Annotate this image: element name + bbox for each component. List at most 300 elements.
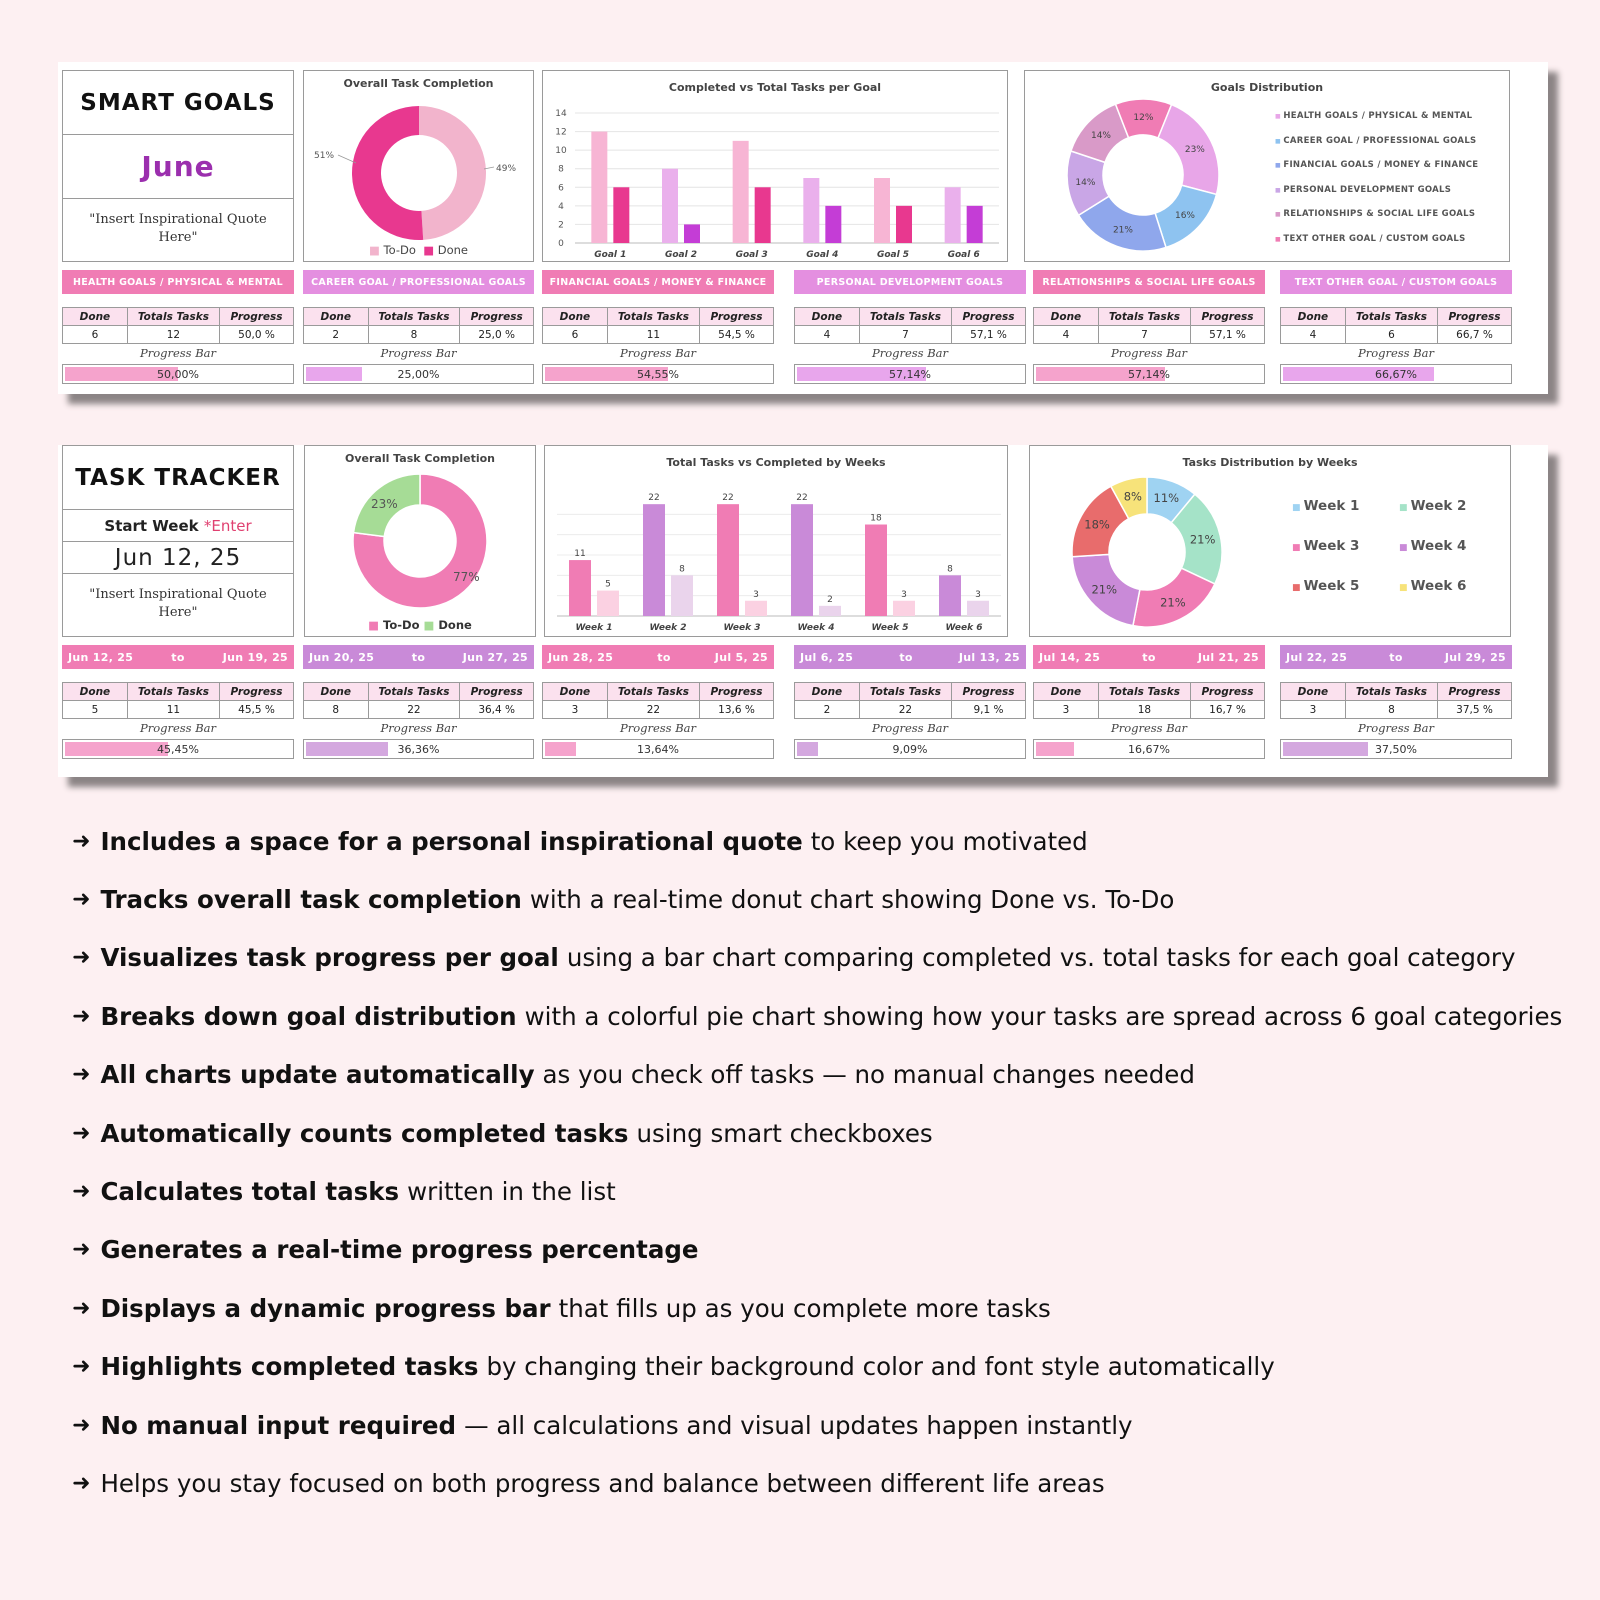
arrow-right-icon: ➜ bbox=[72, 1062, 91, 1088]
bar-total bbox=[945, 187, 961, 243]
slice-label: 23% bbox=[371, 497, 398, 511]
legend-swatch-icon: ■ bbox=[1292, 543, 1304, 553]
bar-total bbox=[717, 504, 739, 616]
feature-description: using smart checkboxes bbox=[636, 1118, 933, 1148]
progress-percent: 45,5 % bbox=[220, 701, 294, 719]
stats-table bbox=[303, 682, 534, 719]
total-count: 8 bbox=[1345, 701, 1437, 719]
total-count: 18 bbox=[1098, 701, 1190, 719]
feature-highlight: Generates a real-time progress percentage bbox=[100, 1235, 699, 1265]
header-total: Totals Tasks bbox=[368, 308, 460, 326]
feature-item bbox=[72, 1221, 1572, 1279]
feature-description: as you check off tasks — no manual changes needed bbox=[542, 1060, 1195, 1090]
week-start-date: Jun 20, 25 bbox=[309, 650, 375, 664]
x-tick-label: Week 5 bbox=[871, 623, 909, 633]
y-tick-label: 8 bbox=[558, 164, 564, 175]
legend-label: Week 3 bbox=[1303, 538, 1360, 554]
progress-bar-value: 9,09% bbox=[892, 742, 928, 756]
progress-bar-value: 57,14% bbox=[889, 367, 931, 381]
done-count: 3 bbox=[543, 701, 608, 719]
bar-total bbox=[865, 525, 887, 617]
feature-item bbox=[72, 1454, 1572, 1512]
total-count: 7 bbox=[1098, 326, 1190, 344]
legend-swatch-icon: ■ bbox=[1399, 583, 1411, 593]
progress-percent: 50,0 % bbox=[220, 326, 294, 344]
bar-completed bbox=[755, 187, 771, 243]
header-progress: Progress bbox=[952, 683, 1026, 701]
header-total: Totals Tasks bbox=[859, 683, 951, 701]
done-count: 3 bbox=[1034, 701, 1099, 719]
legend-item bbox=[1275, 234, 1505, 259]
progress-bar bbox=[303, 364, 534, 384]
goal-category-banner: FINANCIAL GOALS / MONEY & FINANCE bbox=[542, 270, 774, 294]
progress-bar bbox=[1280, 364, 1512, 384]
x-tick-label: Week 6 bbox=[945, 623, 983, 633]
bar-value-label: 18 bbox=[870, 513, 882, 524]
stats-table bbox=[1033, 682, 1265, 719]
done-count: 2 bbox=[795, 701, 860, 719]
stats-header-row bbox=[63, 683, 294, 701]
y-tick-label: 2 bbox=[558, 220, 564, 231]
feature-highlight: No manual input required bbox=[100, 1410, 457, 1440]
progress-percent: 13,6 % bbox=[700, 701, 774, 719]
weeks-overall-completion-chart bbox=[304, 445, 536, 637]
bar-completed bbox=[893, 601, 915, 616]
done-swatch-icon: ■ bbox=[423, 243, 435, 257]
legend-label: Week 6 bbox=[1410, 578, 1467, 594]
progress-bar-value: 57,14% bbox=[1128, 367, 1170, 381]
header-total: Totals Tasks bbox=[607, 683, 699, 701]
arrow-right-icon: ➜ bbox=[72, 828, 91, 854]
bar-value-label: 3 bbox=[975, 589, 981, 600]
start-date-input[interactable]: Jun 12, 25 bbox=[114, 544, 242, 571]
donut-slice bbox=[419, 106, 486, 240]
header-done: Done bbox=[1034, 683, 1099, 701]
legend-label: FINANCIAL GOALS / MONEY & FINANCE bbox=[1283, 160, 1479, 170]
header-done: Done bbox=[795, 308, 860, 326]
y-tick-label: 6 bbox=[558, 183, 564, 194]
stats-table bbox=[62, 307, 294, 344]
goals-completion-donut bbox=[304, 71, 533, 261]
bar-completed bbox=[825, 206, 841, 243]
goals-overall-completion-chart bbox=[303, 70, 534, 262]
header-total: Totals Tasks bbox=[1345, 683, 1437, 701]
bar-value-label: 3 bbox=[753, 589, 759, 600]
bar-value-label: 2 bbox=[827, 594, 833, 605]
stats-value-row bbox=[304, 701, 534, 719]
feature-description: that fills up as you complete more tasks bbox=[558, 1293, 1051, 1323]
arrow-right-icon: ➜ bbox=[72, 1003, 91, 1029]
done-count: 4 bbox=[1034, 326, 1099, 344]
done-count: 2 bbox=[304, 326, 369, 344]
legend-item bbox=[1399, 538, 1466, 554]
arrow-right-icon: ➜ bbox=[72, 1179, 91, 1205]
stats-table bbox=[303, 307, 534, 344]
progress-bar-value: 66,67% bbox=[1375, 367, 1417, 381]
slice-label: 21% bbox=[1112, 225, 1133, 236]
total-count: 6 bbox=[1345, 326, 1437, 344]
stats-value-row bbox=[795, 701, 1026, 719]
stats-table bbox=[542, 682, 774, 719]
bar-value-label: 11 bbox=[574, 549, 586, 560]
slice-label: 18% bbox=[1084, 517, 1110, 532]
legend-swatch-icon: ■ bbox=[1275, 211, 1284, 218]
header-progress: Progress bbox=[220, 683, 294, 701]
stats-header-row bbox=[1281, 308, 1512, 326]
feature-description: Helps you stay focused on both progress and balance between different life areas bbox=[100, 1468, 1105, 1498]
week-start-date: Jul 14, 25 bbox=[1039, 650, 1101, 664]
bar-completed bbox=[967, 206, 983, 243]
header-total: Totals Tasks bbox=[1345, 308, 1437, 326]
legend-label: HEALTH GOALS / PHYSICAL & MENTAL bbox=[1283, 111, 1473, 121]
progress-percent: 54,5 % bbox=[700, 326, 774, 344]
bar-completed bbox=[967, 601, 989, 616]
arrow-right-icon: ➜ bbox=[72, 945, 91, 971]
task-tracker-title-card bbox=[62, 445, 294, 637]
feature-highlight: All charts update automatically bbox=[100, 1060, 535, 1090]
goals-bar-svg bbox=[543, 71, 1007, 261]
feature-item bbox=[72, 1046, 1572, 1104]
header-done: Done bbox=[1281, 683, 1346, 701]
progress-bar-value: 50,00% bbox=[157, 367, 199, 381]
progress-bar-value: 13,64% bbox=[637, 742, 679, 756]
legend-swatch-icon: ■ bbox=[1275, 162, 1284, 169]
slice-label: 77% bbox=[453, 570, 480, 584]
stats-header-row bbox=[543, 683, 774, 701]
slice-label: 21% bbox=[1160, 595, 1186, 610]
y-tick-label: 14 bbox=[555, 109, 567, 119]
stats-header-row bbox=[795, 308, 1026, 326]
week-to-label: to bbox=[1389, 650, 1403, 664]
stats-table bbox=[1033, 307, 1265, 344]
bar-total bbox=[643, 504, 665, 616]
legend-label: Week 2 bbox=[1410, 498, 1467, 514]
goal-category-banner: RELATIONSHIPS & SOCIAL LIFE GOALS bbox=[1033, 270, 1265, 294]
stats-value-row bbox=[1034, 326, 1265, 344]
arrow-right-icon: ➜ bbox=[72, 1354, 91, 1380]
stats-value-row bbox=[543, 326, 774, 344]
x-tick-label: Week 4 bbox=[797, 623, 835, 633]
stats-header-row bbox=[543, 308, 774, 326]
header-progress: Progress bbox=[1438, 683, 1512, 701]
header-total: Totals Tasks bbox=[127, 308, 219, 326]
stats-header-row bbox=[1034, 683, 1265, 701]
progress-bar bbox=[794, 739, 1026, 759]
stats-value-row bbox=[1281, 701, 1512, 719]
week-to-label: to bbox=[657, 650, 671, 664]
header-total: Totals Tasks bbox=[607, 308, 699, 326]
stats-value-row bbox=[63, 326, 294, 344]
done-count: 8 bbox=[304, 701, 369, 719]
feature-highlight: Includes a space for a personal inspirational quote bbox=[100, 826, 803, 856]
legend-swatch-icon: ■ bbox=[1292, 583, 1304, 593]
done-swatch-icon: ■ bbox=[423, 618, 435, 632]
bar-completed bbox=[896, 206, 912, 243]
y-tick-label: 0 bbox=[558, 239, 564, 249]
arrow-right-icon: ➜ bbox=[72, 1470, 91, 1496]
header-done: Done bbox=[304, 683, 369, 701]
y-tick-label: 10 bbox=[555, 146, 567, 157]
legend-label: PERSONAL DEVELOPMENT GOALS bbox=[1283, 184, 1452, 195]
x-tick-label: Goal 6 bbox=[947, 250, 980, 260]
goals-bar-chart bbox=[542, 70, 1008, 262]
progress-bar-label: Progress Bar bbox=[619, 721, 697, 735]
week-range-banner bbox=[62, 645, 294, 669]
header-done: Done bbox=[543, 308, 608, 326]
header-total: Totals Tasks bbox=[127, 683, 219, 701]
feature-highlight: Highlights completed tasks bbox=[100, 1352, 479, 1382]
legend-swatch-icon: ■ bbox=[1275, 235, 1284, 243]
header-progress: Progress bbox=[700, 308, 774, 326]
legend-label: TEXT OTHER GOAL / CUSTOM GOALS bbox=[1283, 233, 1466, 244]
stats-header-row bbox=[1034, 308, 1265, 326]
legend-item bbox=[1275, 111, 1505, 136]
feature-list bbox=[72, 812, 1572, 1513]
completion-legend bbox=[305, 618, 535, 632]
total-count: 11 bbox=[127, 701, 219, 719]
header-done: Done bbox=[63, 308, 128, 326]
header-total: Totals Tasks bbox=[1098, 683, 1190, 701]
header-progress: Progress bbox=[1438, 308, 1512, 326]
feature-item bbox=[72, 870, 1572, 928]
progress-percent: 37,5 % bbox=[1438, 701, 1512, 719]
x-tick-label: Goal 1 bbox=[594, 250, 627, 260]
legend-item bbox=[1275, 136, 1505, 161]
inspirational-quote[interactable]: "Insert Inspirational Quote Here" bbox=[89, 212, 267, 245]
goals-distribution-chart bbox=[1024, 70, 1510, 262]
header-total: Totals Tasks bbox=[1098, 308, 1190, 326]
week-start-date: Jul 6, 25 bbox=[800, 650, 854, 664]
week-to-label: to bbox=[1142, 650, 1156, 664]
progress-bar bbox=[62, 364, 294, 384]
progress-bar bbox=[62, 739, 294, 759]
chart-title: Completed vs Total Tasks per Goal bbox=[668, 81, 882, 94]
feature-highlight: Automatically counts completed tasks bbox=[100, 1118, 629, 1148]
progress-percent: 16,7 % bbox=[1191, 701, 1265, 719]
progress-bar-value: 37,50% bbox=[1375, 742, 1417, 756]
legend-done: Done bbox=[437, 243, 468, 257]
header-progress: Progress bbox=[1191, 308, 1265, 326]
y-tick-label: 4 bbox=[558, 201, 564, 212]
total-count: 7 bbox=[859, 326, 951, 344]
completion-legend bbox=[304, 243, 533, 257]
feature-item bbox=[72, 929, 1572, 987]
weeks-distribution-chart bbox=[1029, 445, 1511, 637]
week-end-date: Jun 19, 25 bbox=[222, 650, 288, 664]
progress-bar-value: 54,55% bbox=[637, 367, 679, 381]
week-end-date: Jun 27, 25 bbox=[462, 650, 528, 664]
inspirational-quote[interactable]: "Insert Inspirational Quote Here" bbox=[89, 587, 267, 620]
total-count: 8 bbox=[368, 326, 460, 344]
progress-percent: 66,7 % bbox=[1438, 326, 1512, 344]
progress-bar bbox=[303, 739, 534, 759]
header-done: Done bbox=[1034, 308, 1099, 326]
feature-description: written in the list bbox=[407, 1177, 616, 1207]
stats-value-row bbox=[1281, 326, 1512, 344]
weeks-bar-svg bbox=[545, 446, 1007, 636]
stats-table bbox=[1280, 307, 1512, 344]
bar-completed bbox=[613, 187, 629, 243]
feature-item bbox=[72, 812, 1572, 870]
bar-value-label: 3 bbox=[901, 589, 907, 600]
goals-distribution-legend bbox=[1275, 111, 1505, 258]
header-total: Totals Tasks bbox=[859, 308, 951, 326]
todo-swatch-icon: ■ bbox=[368, 243, 380, 257]
bar-total bbox=[803, 178, 819, 243]
progress-bar-label: Progress Bar bbox=[871, 721, 949, 735]
feature-item bbox=[72, 1104, 1572, 1162]
feature-description: with a colorful pie chart showing how your tasks are spread across 6 goal categories bbox=[524, 1001, 1563, 1031]
arrow-right-icon: ➜ bbox=[72, 1295, 91, 1321]
progress-percent: 36,4 % bbox=[460, 701, 534, 719]
stats-table bbox=[542, 307, 774, 344]
header-done: Done bbox=[543, 683, 608, 701]
goal-category-banner: TEXT OTHER GOAL / CUSTOM GOALS bbox=[1280, 270, 1512, 294]
progress-bar bbox=[1033, 739, 1265, 759]
chart-title: Total Tasks vs Completed by Weeks bbox=[666, 456, 886, 469]
x-tick-label: Week 3 bbox=[723, 623, 761, 633]
stats-header-row bbox=[63, 308, 294, 326]
header-progress: Progress bbox=[460, 683, 534, 701]
done-count: 6 bbox=[543, 326, 608, 344]
start-week-label: Start Week *Enter bbox=[104, 516, 252, 535]
progress-bar-label: Progress Bar bbox=[619, 346, 697, 360]
progress-percent: 25,0 % bbox=[460, 326, 534, 344]
enter-hint: *Enter bbox=[203, 516, 252, 535]
legend-todo: To-Do bbox=[383, 243, 416, 257]
total-count: 12 bbox=[127, 326, 219, 344]
legend-label: CAREER GOAL / PROFESSIONAL GOALS bbox=[1283, 135, 1477, 146]
week-end-date: Jul 5, 25 bbox=[714, 650, 768, 664]
stats-table bbox=[794, 682, 1026, 719]
leader-line bbox=[338, 155, 356, 163]
bar-total bbox=[569, 560, 591, 616]
bar-value-label: 22 bbox=[796, 493, 808, 504]
legend-item bbox=[1275, 185, 1505, 210]
legend-item bbox=[1399, 498, 1466, 514]
progress-percent: 57,1 % bbox=[1191, 326, 1265, 344]
progress-bar-value: 16,67% bbox=[1128, 742, 1170, 756]
smart-goals-panel bbox=[58, 62, 1548, 394]
bar-total bbox=[939, 575, 961, 616]
feature-highlight: Tracks overall task completion bbox=[100, 885, 522, 915]
legend-label: Week 5 bbox=[1303, 578, 1360, 594]
total-count: 22 bbox=[368, 701, 460, 719]
legend-swatch-icon: ■ bbox=[1399, 503, 1411, 513]
bar-value-label: 22 bbox=[648, 493, 660, 504]
legend-swatch-icon: ■ bbox=[1292, 503, 1304, 513]
feature-item bbox=[72, 987, 1572, 1045]
x-tick-label: Week 1 bbox=[575, 623, 613, 633]
stats-table bbox=[1280, 682, 1512, 719]
feature-item bbox=[72, 1396, 1572, 1454]
feature-highlight: Breaks down goal distribution bbox=[100, 1001, 517, 1031]
progress-bar bbox=[1033, 364, 1265, 384]
progress-bar-label: Progress Bar bbox=[380, 721, 457, 735]
bar-completed bbox=[671, 575, 693, 616]
slice-label: 21% bbox=[1189, 532, 1216, 547]
bar-completed bbox=[819, 606, 841, 616]
feature-item bbox=[72, 1162, 1572, 1220]
header-done: Done bbox=[304, 308, 369, 326]
arrow-right-icon: ➜ bbox=[72, 1120, 91, 1146]
goal-category-banner: HEALTH GOALS / PHYSICAL & MENTAL bbox=[62, 270, 294, 294]
progress-bar-value: 45,45% bbox=[157, 742, 199, 756]
header-progress: Progress bbox=[460, 308, 534, 326]
stats-value-row bbox=[795, 326, 1026, 344]
legend-item bbox=[1275, 209, 1505, 234]
progress-bar bbox=[794, 364, 1026, 384]
feature-description: by changing their background color and font style automatically bbox=[486, 1352, 1275, 1382]
progress-bar-label: Progress Bar bbox=[1110, 346, 1188, 360]
done-count: 4 bbox=[795, 326, 860, 344]
chart-title: Overall Task Completion bbox=[343, 77, 494, 90]
goal-category-banner: PERSONAL DEVELOPMENT GOALS bbox=[794, 270, 1026, 294]
feature-highlight: Displays a dynamic progress bar bbox=[100, 1293, 551, 1323]
feature-item bbox=[72, 1338, 1572, 1396]
week-range-banner bbox=[794, 645, 1026, 669]
task-tracker-panel bbox=[58, 445, 1548, 777]
bar-completed bbox=[597, 591, 619, 616]
arrow-right-icon: ➜ bbox=[72, 887, 91, 913]
donut-slice bbox=[352, 106, 423, 240]
progress-percent: 9,1 % bbox=[952, 701, 1026, 719]
month-label[interactable]: June bbox=[141, 150, 215, 183]
week-end-date: Jul 21, 25 bbox=[1197, 650, 1259, 664]
legend-item bbox=[1275, 160, 1505, 185]
total-count: 11 bbox=[607, 326, 699, 344]
header-done: Done bbox=[1281, 308, 1346, 326]
week-range-banner bbox=[1033, 645, 1265, 669]
feature-description: using a bar chart comparing completed vs. total tasks for each goal category bbox=[566, 943, 1516, 973]
header-progress: Progress bbox=[700, 683, 774, 701]
x-tick-label: Week 2 bbox=[649, 623, 687, 633]
legend-swatch-icon: ■ bbox=[1275, 186, 1284, 194]
week-start-date: Jun 28, 25 bbox=[548, 650, 614, 664]
header-progress: Progress bbox=[220, 308, 294, 326]
total-count: 22 bbox=[607, 701, 699, 719]
week-start-date: Jul 22, 25 bbox=[1286, 650, 1348, 664]
bar-value-label: 5 bbox=[605, 579, 611, 590]
progress-bar-value: 36,36% bbox=[397, 742, 440, 756]
progress-bar-label: Progress Bar bbox=[139, 721, 217, 735]
legend-item bbox=[1292, 498, 1359, 514]
feature-description: — all calculations and visual updates happen instantly bbox=[464, 1410, 1133, 1440]
x-tick-label: Goal 3 bbox=[735, 250, 768, 260]
bar-total bbox=[662, 169, 678, 243]
header-progress: Progress bbox=[1191, 683, 1265, 701]
total-count: 22 bbox=[859, 701, 951, 719]
stats-header-row bbox=[304, 683, 534, 701]
stats-value-row bbox=[1034, 701, 1265, 719]
bar-completed bbox=[745, 601, 767, 616]
done-count: 5 bbox=[63, 701, 128, 719]
x-tick-label: Goal 4 bbox=[806, 250, 839, 260]
header-total: Totals Tasks bbox=[368, 683, 460, 701]
stats-table bbox=[794, 307, 1026, 344]
goal-category-banner: CAREER GOAL / PROFESSIONAL GOALS bbox=[303, 270, 534, 294]
stats-table bbox=[62, 682, 294, 719]
week-range-banner bbox=[303, 645, 534, 669]
progress-bar-label: Progress Bar bbox=[139, 346, 217, 360]
goals-distribution-donut bbox=[1025, 71, 1225, 261]
slice-label: 12% bbox=[1133, 113, 1154, 124]
progress-bar-label: Progress Bar bbox=[1357, 346, 1435, 360]
bar-total bbox=[874, 178, 890, 243]
legend-label: Week 1 bbox=[1303, 498, 1360, 514]
slice-label: 16% bbox=[1174, 210, 1196, 221]
legend-done: Done bbox=[438, 618, 472, 632]
